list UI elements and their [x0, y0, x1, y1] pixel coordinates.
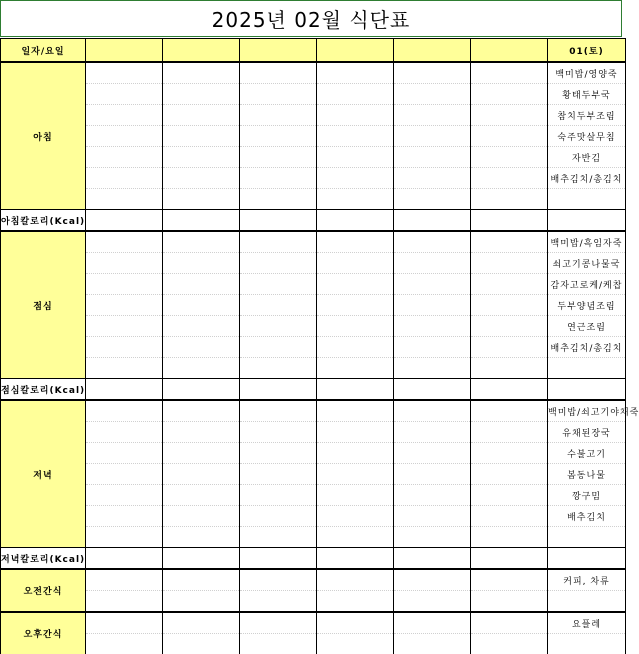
afternoon-snack-item[interactable]: 요플레 — [548, 612, 626, 634]
calorie-cell[interactable] — [317, 379, 394, 401]
cell[interactable] — [317, 105, 394, 126]
cell[interactable] — [163, 168, 240, 189]
cell[interactable] — [163, 62, 240, 84]
cell[interactable] — [240, 274, 317, 295]
cell[interactable] — [394, 231, 471, 253]
cell[interactable] — [471, 126, 548, 147]
cell[interactable] — [240, 443, 317, 464]
cell[interactable] — [317, 591, 394, 613]
calorie-cell[interactable] — [86, 548, 163, 570]
dinner-item[interactable]: 봄동나물 — [548, 464, 626, 485]
cell[interactable] — [471, 400, 548, 422]
cell[interactable] — [394, 506, 471, 527]
cell[interactable] — [317, 527, 394, 548]
breakfast-item[interactable]: 백미밥/영양죽 — [548, 62, 626, 84]
cell[interactable] — [240, 400, 317, 422]
lunch-item[interactable]: 두부양념조림 — [548, 295, 626, 316]
cell[interactable] — [394, 189, 471, 210]
cell[interactable] — [471, 443, 548, 464]
calorie-cell[interactable] — [394, 210, 471, 232]
cell[interactable] — [86, 231, 163, 253]
breakfast-item[interactable]: 자반김 — [548, 147, 626, 168]
cell[interactable] — [317, 422, 394, 443]
calorie-cell[interactable] — [394, 548, 471, 570]
cell[interactable] — [163, 337, 240, 358]
calorie-cell[interactable] — [317, 548, 394, 570]
calorie-cell[interactable] — [163, 379, 240, 401]
cell[interactable] — [394, 422, 471, 443]
day-header-4[interactable] — [317, 39, 394, 63]
calorie-cell[interactable] — [548, 379, 626, 401]
breakfast-item[interactable]: 참치두부조림 — [548, 105, 626, 126]
cell[interactable] — [163, 295, 240, 316]
cell[interactable] — [471, 337, 548, 358]
breakfast-calorie-label: 아침칼로리(Kcal) — [1, 210, 86, 232]
cell[interactable] — [240, 253, 317, 274]
cell[interactable] — [86, 84, 163, 105]
cell[interactable] — [317, 316, 394, 337]
cell[interactable] — [317, 634, 394, 654]
cell[interactable] — [471, 569, 548, 591]
afternoon-snack-label: 오후간식 — [1, 612, 86, 654]
calorie-cell[interactable] — [548, 548, 626, 570]
cell[interactable] — [163, 400, 240, 422]
cell[interactable] — [394, 634, 471, 654]
calorie-cell[interactable] — [163, 548, 240, 570]
morning-snack-label: 오전간식 — [1, 569, 86, 612]
cell[interactable] — [317, 612, 394, 634]
cell[interactable] — [240, 464, 317, 485]
cell[interactable] — [163, 189, 240, 210]
lunch-item[interactable]: 배추김치/총김치 — [548, 337, 626, 358]
cell[interactable] — [471, 485, 548, 506]
cell[interactable] — [471, 189, 548, 210]
cell[interactable] — [471, 358, 548, 379]
calorie-cell[interactable] — [240, 210, 317, 232]
cell[interactable] — [317, 189, 394, 210]
cell[interactable] — [471, 591, 548, 613]
cell[interactable] — [86, 147, 163, 168]
lunch-item[interactable]: 쇠고기콩나물국 — [548, 253, 626, 274]
cell[interactable] — [240, 337, 317, 358]
breakfast-label: 아침 — [1, 62, 86, 210]
cell[interactable] — [471, 422, 548, 443]
cell[interactable] — [163, 485, 240, 506]
cell[interactable] — [86, 634, 163, 654]
cell[interactable] — [394, 337, 471, 358]
cell[interactable] — [394, 443, 471, 464]
cell[interactable] — [471, 464, 548, 485]
cell[interactable] — [317, 231, 394, 253]
cell[interactable] — [240, 84, 317, 105]
calorie-cell[interactable] — [86, 210, 163, 232]
cell[interactable] — [240, 506, 317, 527]
cell[interactable] — [240, 612, 317, 634]
cell[interactable] — [86, 274, 163, 295]
cell[interactable] — [86, 316, 163, 337]
calorie-cell[interactable] — [394, 379, 471, 401]
day-header-5[interactable] — [394, 39, 471, 63]
dinner-item[interactable]: 수불고기 — [548, 443, 626, 464]
cell[interactable] — [471, 506, 548, 527]
cell[interactable] — [163, 527, 240, 548]
cell[interactable] — [317, 147, 394, 168]
cell[interactable] — [394, 62, 471, 84]
calorie-cell[interactable] — [471, 548, 548, 570]
cell[interactable] — [163, 422, 240, 443]
cell[interactable] — [394, 591, 471, 613]
cell[interactable] — [317, 253, 394, 274]
cell[interactable] — [240, 62, 317, 84]
dinner-item[interactable]: 백미밥/쇠고기야채죽 — [548, 400, 626, 422]
cell[interactable] — [471, 634, 548, 654]
cell[interactable] — [394, 105, 471, 126]
cell[interactable] — [394, 358, 471, 379]
cell[interactable] — [317, 84, 394, 105]
cell[interactable] — [471, 274, 548, 295]
breakfast-item[interactable]: 숙주맛살무침 — [548, 126, 626, 147]
calorie-cell[interactable] — [163, 210, 240, 232]
cell[interactable] — [163, 231, 240, 253]
cell[interactable] — [163, 612, 240, 634]
cell[interactable] — [163, 84, 240, 105]
lunch-calorie-label: 점심칼로리(Kcal) — [1, 379, 86, 401]
cell[interactable] — [240, 147, 317, 168]
cell[interactable] — [317, 295, 394, 316]
cell[interactable] — [86, 422, 163, 443]
cell[interactable] — [86, 569, 163, 591]
cell[interactable] — [471, 253, 548, 274]
cell[interactable] — [548, 527, 626, 548]
cell[interactable] — [163, 105, 240, 126]
cell[interactable] — [240, 485, 317, 506]
cell[interactable] — [163, 443, 240, 464]
cell[interactable] — [471, 84, 548, 105]
cell[interactable] — [163, 464, 240, 485]
cell[interactable] — [394, 485, 471, 506]
day-header-1[interactable] — [86, 39, 163, 63]
cell[interactable] — [471, 612, 548, 634]
cell[interactable] — [394, 527, 471, 548]
cell[interactable] — [548, 634, 626, 654]
cell[interactable] — [86, 105, 163, 126]
cell[interactable] — [163, 126, 240, 147]
cell[interactable] — [240, 569, 317, 591]
dinner-label: 저녁 — [1, 400, 86, 548]
cell[interactable] — [86, 464, 163, 485]
cell[interactable] — [86, 253, 163, 274]
cell[interactable] — [471, 316, 548, 337]
cell[interactable] — [86, 337, 163, 358]
calorie-cell[interactable] — [240, 379, 317, 401]
cell[interactable] — [317, 337, 394, 358]
dinner-item[interactable]: 배추김치 — [548, 506, 626, 527]
cell[interactable] — [394, 84, 471, 105]
cell[interactable] — [86, 527, 163, 548]
morning-snack-item[interactable]: 커피, 차류 — [548, 569, 626, 591]
calorie-cell[interactable] — [86, 379, 163, 401]
cell[interactable] — [86, 358, 163, 379]
sheet-title: 2025년 02월 식단표 — [0, 0, 622, 37]
cell[interactable] — [240, 316, 317, 337]
cell[interactable] — [86, 506, 163, 527]
calorie-cell[interactable] — [471, 379, 548, 401]
cell[interactable] — [240, 527, 317, 548]
cell[interactable] — [394, 295, 471, 316]
cell[interactable] — [86, 612, 163, 634]
lunch-item[interactable]: 연근조림 — [548, 316, 626, 337]
cell[interactable] — [163, 274, 240, 295]
cell[interactable] — [163, 506, 240, 527]
cell[interactable] — [240, 591, 317, 613]
cell[interactable] — [86, 168, 163, 189]
cell[interactable] — [317, 400, 394, 422]
cell[interactable] — [317, 274, 394, 295]
cell[interactable] — [163, 358, 240, 379]
cell[interactable] — [240, 358, 317, 379]
cell[interactable] — [86, 126, 163, 147]
cell[interactable] — [86, 295, 163, 316]
cell[interactable] — [240, 105, 317, 126]
calorie-cell[interactable] — [548, 210, 626, 232]
cell[interactable] — [86, 485, 163, 506]
cell[interactable] — [240, 126, 317, 147]
cell[interactable] — [471, 168, 548, 189]
dinner-item[interactable]: 유채된장국 — [548, 422, 626, 443]
cell[interactable] — [394, 464, 471, 485]
breakfast-item[interactable]: 황태두부국 — [548, 84, 626, 105]
cell[interactable] — [163, 569, 240, 591]
cell[interactable] — [317, 358, 394, 379]
cell[interactable] — [86, 189, 163, 210]
cell[interactable] — [471, 105, 548, 126]
menu-table — [0, 38, 626, 654]
cell[interactable] — [317, 464, 394, 485]
cell[interactable] — [471, 147, 548, 168]
cell[interactable] — [163, 253, 240, 274]
cell[interactable] — [548, 189, 626, 210]
cell[interactable] — [163, 634, 240, 654]
cell[interactable] — [86, 591, 163, 613]
cell[interactable] — [240, 168, 317, 189]
cell[interactable] — [394, 253, 471, 274]
cell[interactable] — [240, 634, 317, 654]
lunch-item[interactable]: 감자고로케/케찹 — [548, 274, 626, 295]
cell[interactable] — [86, 443, 163, 464]
cell[interactable] — [471, 527, 548, 548]
cell[interactable] — [394, 400, 471, 422]
calorie-cell[interactable] — [471, 210, 548, 232]
cell[interactable] — [317, 506, 394, 527]
calorie-cell[interactable] — [317, 210, 394, 232]
day-header-3[interactable] — [240, 39, 317, 63]
day-header-2[interactable] — [163, 39, 240, 63]
cell[interactable] — [394, 316, 471, 337]
cell[interactable] — [163, 147, 240, 168]
cell[interactable] — [394, 274, 471, 295]
cell[interactable] — [471, 62, 548, 84]
cell[interactable] — [394, 168, 471, 189]
cell[interactable] — [240, 295, 317, 316]
cell[interactable] — [240, 422, 317, 443]
cell[interactable] — [317, 569, 394, 591]
cell[interactable] — [86, 400, 163, 422]
cell[interactable] — [394, 147, 471, 168]
dinner-calorie-label: 저녁칼로리(Kcal) — [1, 548, 86, 570]
dinner-item[interactable]: 깡구밈 — [548, 485, 626, 506]
cell[interactable] — [317, 62, 394, 84]
header-label: 일자/요일 — [1, 39, 86, 63]
cell[interactable] — [394, 569, 471, 591]
lunch-label: 점심 — [1, 231, 86, 379]
cell[interactable] — [317, 168, 394, 189]
day-header-7[interactable]: 01(토) — [548, 39, 626, 63]
cell[interactable] — [317, 126, 394, 147]
cell[interactable] — [394, 126, 471, 147]
lunch-item[interactable]: 백미밥/흑임자죽 — [548, 231, 626, 253]
cell[interactable] — [471, 295, 548, 316]
cell[interactable] — [163, 316, 240, 337]
cell[interactable] — [240, 189, 317, 210]
cell[interactable] — [163, 591, 240, 613]
cell[interactable] — [317, 443, 394, 464]
cell[interactable] — [317, 485, 394, 506]
cell[interactable] — [86, 62, 163, 84]
breakfast-item[interactable]: 배추김치/총김치 — [548, 168, 626, 189]
header-row — [1, 39, 626, 63]
cell[interactable] — [548, 358, 626, 379]
calorie-cell[interactable] — [240, 548, 317, 570]
cell[interactable] — [394, 612, 471, 634]
day-header-6[interactable] — [471, 39, 548, 63]
cell[interactable] — [471, 231, 548, 253]
cell[interactable] — [548, 591, 626, 613]
cell[interactable] — [240, 231, 317, 253]
